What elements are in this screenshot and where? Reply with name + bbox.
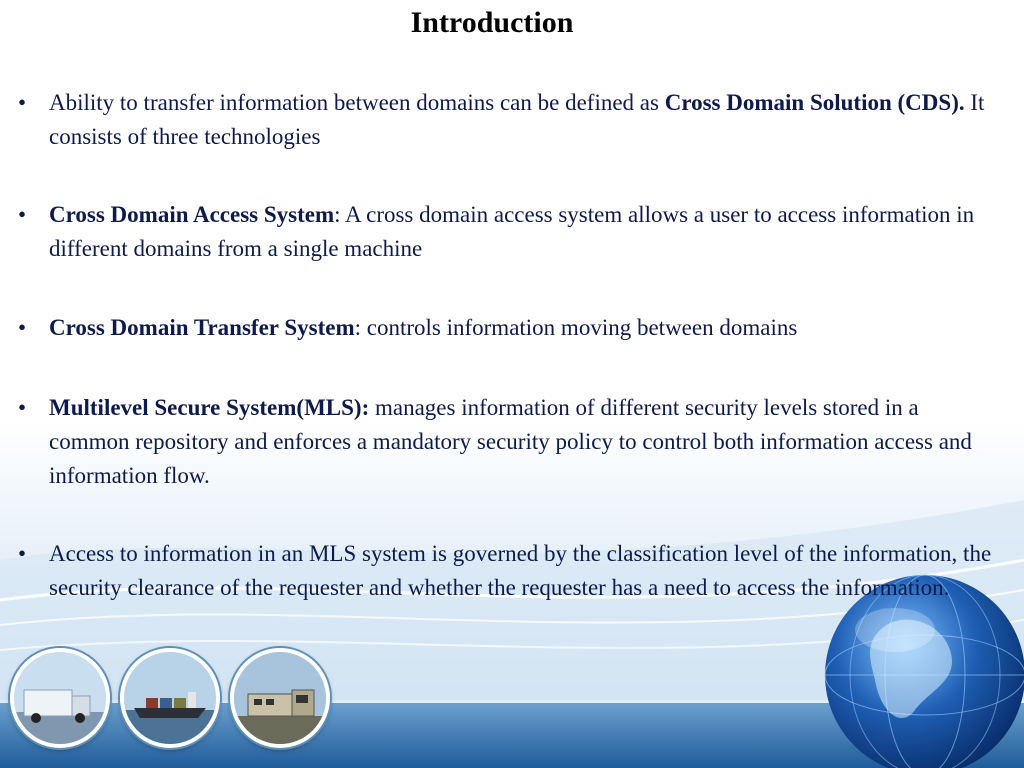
bullet-text: : A cross domain access system allows a user to access information in different domains from a single machine	[49, 202, 975, 261]
bullet-bold-term: Cross Domain Solution (CDS).	[664, 90, 965, 115]
bullet-item	[18, 391, 998, 493]
bullet-text: It consists of three technologies	[49, 90, 985, 149]
bullet-bold-term: Multilevel Secure System(MLS):	[49, 395, 370, 420]
truck-thumbnail	[10, 648, 110, 748]
slide-title: Introduction	[410, 6, 574, 39]
bullet-item	[18, 198, 998, 266]
bullet-symbol: •	[18, 202, 27, 227]
bullet-bold-term: Cross Domain Transfer System	[49, 315, 355, 340]
bullet-text: : controls information moving between domains	[354, 315, 798, 340]
ship-icon	[124, 652, 216, 744]
bullet-item	[18, 537, 998, 605]
bullet-symbol: •	[18, 395, 27, 420]
bullet-text: manages information of different security levels stored in a common repository and enforces a mandatory security policy to control both information access and information flow.	[49, 395, 972, 488]
bullet-text: Access to information in an MLS system is governed by the classification level of the information, the security clearance of the requester and whether the requester has a need to access the information.	[49, 541, 992, 600]
bullet-symbol: •	[18, 541, 27, 566]
bullet-symbol: •	[18, 90, 27, 115]
bullet-item	[18, 311, 998, 345]
truck-icon	[14, 652, 106, 744]
train-icon	[234, 652, 326, 744]
train-thumbnail	[230, 648, 330, 748]
bullet-text: Ability to transfer information between domains can be defined as	[49, 90, 665, 115]
bullet-list	[18, 86, 998, 605]
bullet-symbol: •	[18, 315, 27, 340]
bullet-bold-term: Cross Domain Access System	[49, 202, 335, 227]
bullet-item	[18, 86, 998, 154]
ship-thumbnail	[120, 648, 220, 748]
